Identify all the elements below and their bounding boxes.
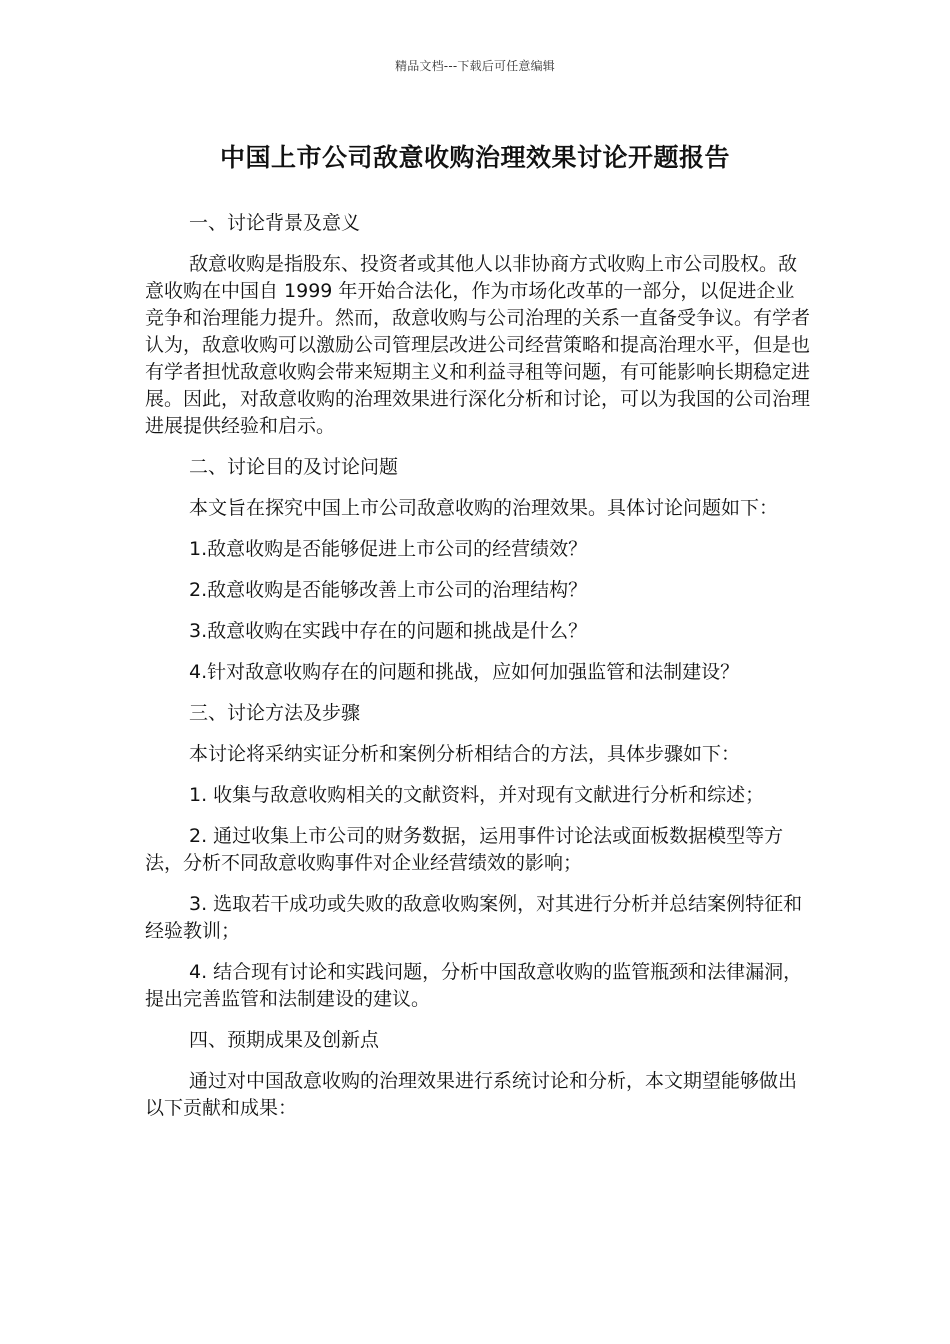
section-heading-objectives: 二、讨论目的及讨论问题 bbox=[189, 456, 399, 478]
method-step-2: 2. 通过收集上市公司的财务数据，运用事件讨论法或面板数据模型等方法，分析不同敌意收购事件对企业经营绩效的影响； bbox=[145, 825, 784, 874]
method-step-1: 1. 收集与敌意收购相关的文献资料，并对现有文献进行分析和综述； bbox=[189, 784, 765, 806]
document-body bbox=[145, 210, 810, 1136]
section-heading-outcomes: 四、预期成果及创新点 bbox=[189, 1029, 380, 1051]
document-title: 中国上市公司敌意收购治理效果讨论开题报告 bbox=[219, 143, 730, 172]
paragraph-methods-intro: 本讨论将采纳实证分析和案例分析相结合的方法，具体步骤如下： bbox=[189, 743, 741, 765]
question-item-2: 2.敌意收购是否能够改善上市公司的治理结构？ bbox=[189, 579, 588, 601]
question-item-3: 3.敌意收购在实践中存在的问题和挑战是什么？ bbox=[189, 620, 588, 642]
question-item-1: 1.敌意收购是否能够促进上市公司的经营绩效？ bbox=[189, 538, 588, 560]
method-step-4: 4. 结合现有讨论和实践问题，分析中国敌意收购的监管瓶颈和法律漏洞，提出完善监管和法制建设的建议。 bbox=[145, 961, 803, 1010]
question-item-4: 4.针对敌意收购存在的问题和挑战，应如何加强监管和法制建设？ bbox=[189, 661, 740, 683]
paragraph-objectives-intro: 本文旨在探究中国上市公司敌意收购的治理效果。具体讨论问题如下： bbox=[189, 497, 779, 519]
paragraph-background: 敌意收购是指股东、投资者或其他人以非协商方式收购上市公司股权。敌意收购在中国自 1999 年开始合法化，作为市场化改革的一部分，以促进企业竞争和治理能力提升。然而，敌意收购与公司治理的关系一直备受争议。有学者认为，敌意收购可以激励公司管理层改进公司经营策略和提高治理水平，但是也有学者担忧敌意收购会带来短期主义和利益寻租等问题，有可能影响长期稳定进展。因此，对敌意收购的治理效果进行深化分析和讨论，可以为我国的公司治理进展提供经验和启示。 bbox=[145, 253, 811, 437]
method-step-3: 3. 选取若干成功或失败的敌意收购案例，对其进行分析并总结案例特征和经验教训； bbox=[145, 893, 803, 942]
section-heading-methods: 三、讨论方法及步骤 bbox=[189, 702, 361, 724]
section-heading-background: 一、讨论背景及意义 bbox=[189, 212, 361, 234]
page-header-note: 精品文档---下载后可任意编辑 bbox=[395, 59, 555, 73]
paragraph-outcomes-intro: 通过对中国敌意收购的治理效果进行系统讨论和分析，本文期望能够做出以下贡献和成果： bbox=[145, 1070, 798, 1119]
